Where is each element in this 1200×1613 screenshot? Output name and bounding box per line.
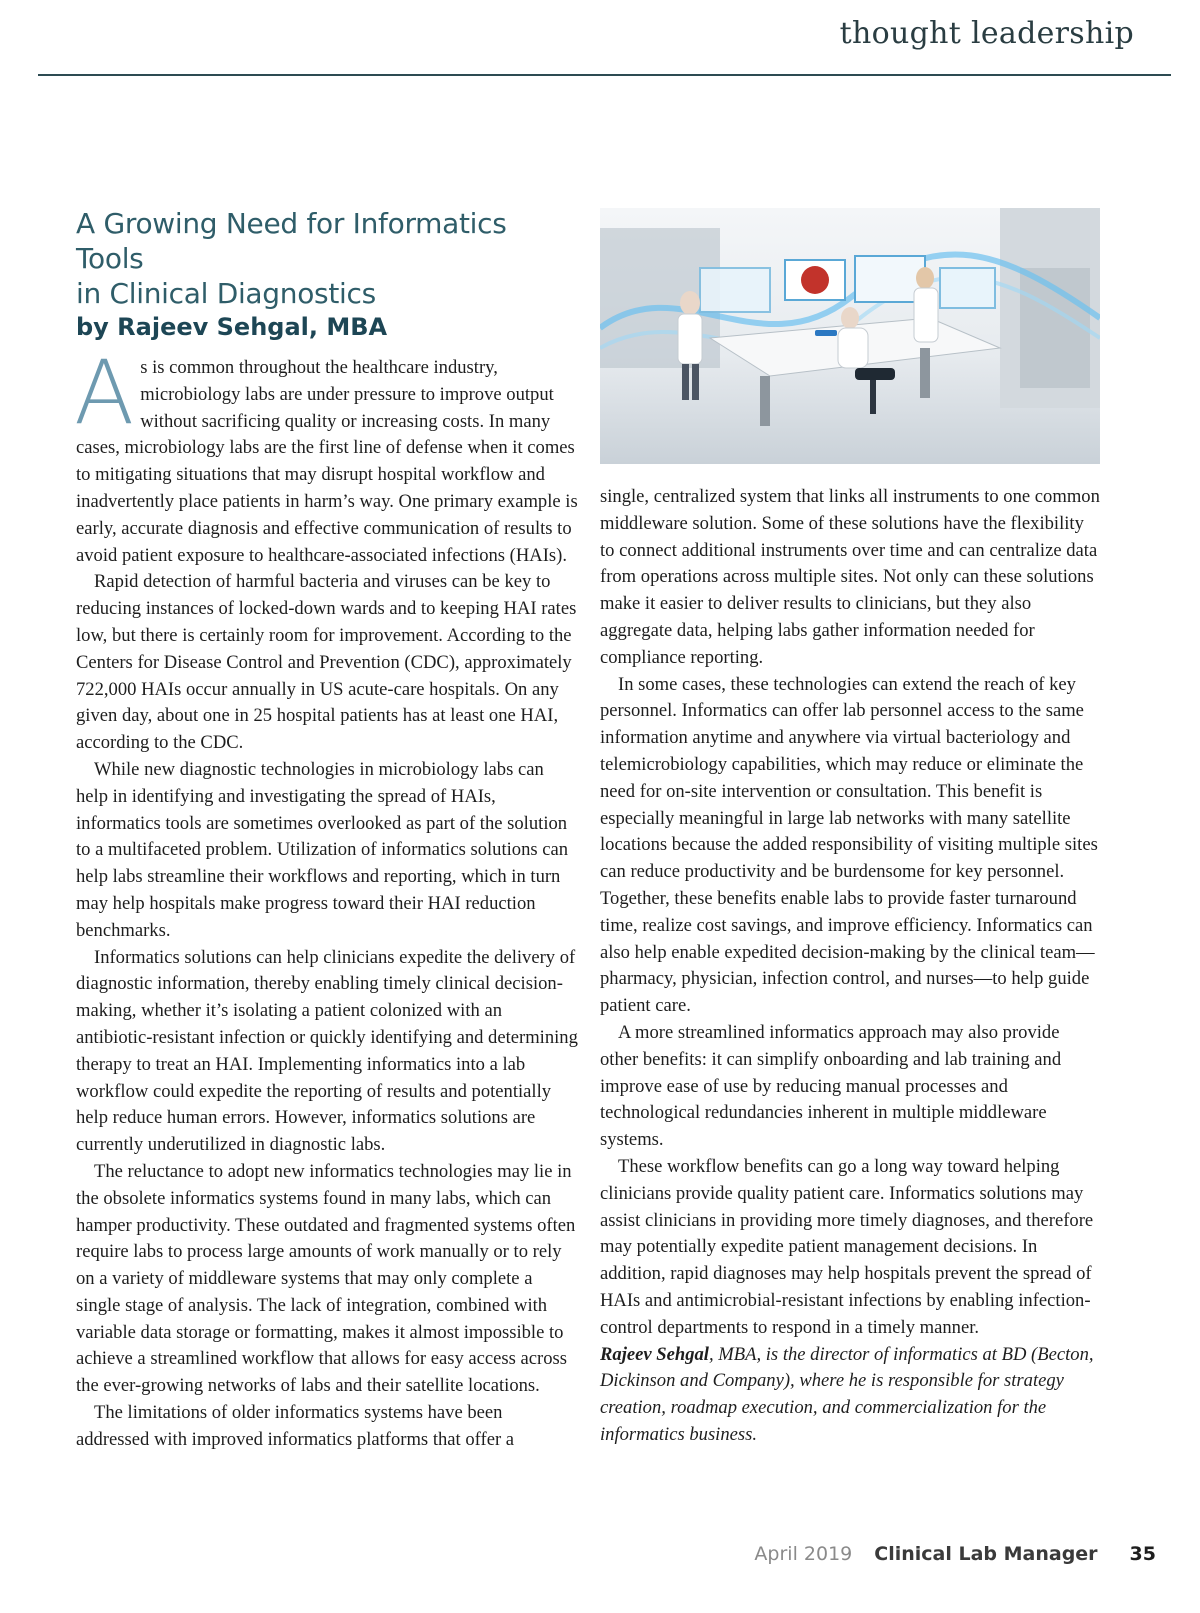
paragraph: These workflow benefits can go a long way toward helping clinicians provide quality patient care. Informatics solutions may assist clinicians in providing more timely diagnoses, and therefore may potentially expedite patient management decisions. In addition, rapid diagnoses may help hospitals prevent the spread of HAIs and antimicrobial-resistant infections by enabling infection-control departments to respond in a timely manner. bbox=[600, 1155, 1094, 1338]
left-column bbox=[76, 206, 578, 1454]
title-line-1: A Growing Need for Informatics Tools bbox=[76, 207, 507, 275]
byline: by Rajeev Sehgal, MBA bbox=[76, 313, 388, 341]
issue-date: April 2019 bbox=[754, 1543, 853, 1565]
article-body-left bbox=[74, 341, 578, 1454]
paragraph: A more streamlined informatics approach may also provide other benefits: it can simplify onboarding and lab training and improve ease of use by reducing manual processes and technological redundancies inherent in multiple middleware systems. bbox=[600, 1021, 1062, 1151]
paragraph bbox=[74, 341, 578, 569]
lab-photo bbox=[600, 208, 1100, 464]
article-body-right bbox=[600, 484, 1100, 1449]
paragraph: The reluctance to adopt new informatics technologies may lie in the obsolete informatics systems found in many labs, which can hamper productivity. These outdated and fragmented systems often require labs to process large amounts of work manually or to rely on a variety of middleware systems that may only complete a single stage of analysis. The lack of integration, combined with variable data storage or formatting, makes it almost impossible to achieve a streamlined workflow that allows for easy access across the ever-growing networks of labs and their satellite locations. bbox=[76, 1160, 576, 1397]
article-title bbox=[76, 206, 578, 311]
paragraph: Informatics solutions can help clinicians expedite the delivery of diagnostic information, thereby enabling timely clinical decision-making, whether it’s isolating a patient colonized with an antibiotic-resistant infection or quickly identifying and determining therapy to treat an HAI. Implementing informatics into a lab workflow could expedite the reporting of results and potentially help reduce human errors. However, informatics solutions are currently underutilized in diagnostic labs. bbox=[76, 946, 578, 1156]
title-line-2: in Clinical Diagnostics bbox=[76, 277, 376, 310]
paragraph: While new diagnostic technologies in microbiology labs can help in identifying and investigating the spread of HAIs, informatics tools are sometimes overlooked as part of the solution to a multifaceted problem. Utilization of informatics solutions can help labs streamline their workflows and reporting, which in turn may help hospitals make progress toward their HAI reduction benchmarks. bbox=[76, 758, 569, 941]
page-number: 35 bbox=[1129, 1543, 1156, 1565]
paragraph: Rapid detection of harmful bacteria and viruses can be key to reducing instances of locked-down wards and to keeping HAI rates low, but there is certainly room for improvement. According to the Centers for Disease Control and Prevention (CDC), approximately 722,000 HAIs occur annually in US acute-care hospitals. On any given day, about one in 25 hospital patients has at least one HAI, according to the CDC. bbox=[76, 571, 577, 754]
paragraph: In some cases, these technologies can extend the reach of key personnel. Informatics can offer lab personnel access to the same information anytime and anywhere via virtual bacteriology and telemicrobiology capabilities, which may reduce or eliminate the need for on-site intervention or consultation. This benefit is especially meaningful in large lab networks with many satellite locations because the added responsibility of visiting multiple sites can reduce productivity and be burdensome for key personnel. Together, these benefits enable labs to provide faster turnaround time, realize cost savings, and improve efficiency. Informatics can also help enable expedited decision-making by the clinical team—pharmacy, physician, infection control, and nurses—to help guide patient care. bbox=[600, 673, 1098, 1017]
paragraph: The limitations of older informatics systems have been addressed with improved informatics platforms that offer a bbox=[76, 1402, 515, 1450]
paragraph-text: s is common throughout the healthcare industry, microbiology labs are under pressure to improve output without sacrificing quality or increasing costs. In many cases, microbiology labs are the first line of defense when it comes to mitigating situations that may disrupt hospital workflow and inadvertently place patients in harm’s way. One primary example is early, accurate diagnosis and effective communication of results to avoid patient exposure to healthcare-associated infections (HAIs). bbox=[76, 357, 578, 566]
page-footer bbox=[754, 1543, 1156, 1565]
lab-illustration bbox=[600, 208, 1100, 464]
author-bio-text: , MBA, is the director of informatics at BD (Becton, Dickinson and Company), where he is responsible for strategy creation, roadmap execution, and commercialization for the informatics business. bbox=[600, 1343, 1094, 1445]
paragraph: single, centralized system that links all instruments to one common middleware solution. Some of these solutions have the flexibility to connect additional instruments over time and can centralize data from operations across multiple sites. Not only can these solutions make it easier to deliver results to clinicians, but they also aggregate data, helping labs gather information needed for compliance reporting. bbox=[600, 486, 1100, 668]
author-bio bbox=[600, 1342, 1100, 1449]
author-name: Rajeev Sehgal bbox=[600, 1343, 709, 1365]
magazine-name: Clinical Lab Manager bbox=[874, 1543, 1098, 1565]
header-rule bbox=[38, 74, 1171, 76]
section-label: thought leadership bbox=[839, 16, 1134, 51]
drop-cap: A bbox=[74, 341, 135, 444]
